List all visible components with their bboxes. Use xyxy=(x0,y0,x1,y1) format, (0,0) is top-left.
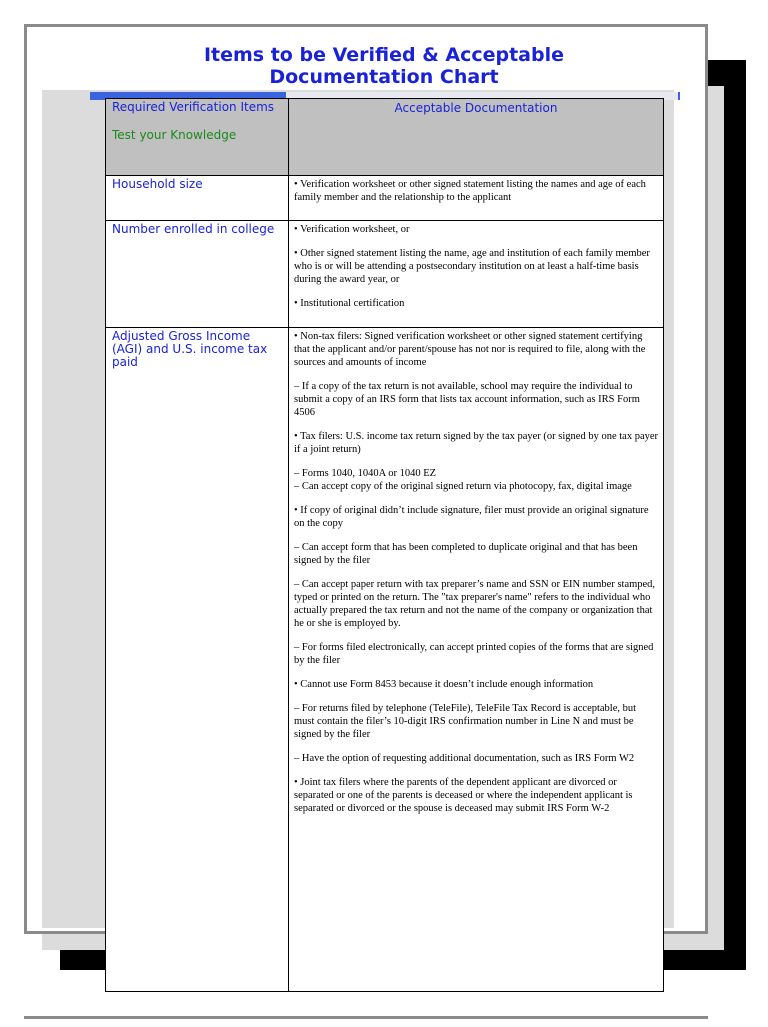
table-row xyxy=(106,221,664,328)
docs-household-size xyxy=(289,176,663,204)
doc-line: – If a copy of the tax return is not available, school may require the individual to submit a copy of an IRS form that lists tax account information, such as IRS Form 4506 xyxy=(294,381,640,418)
page-title-line-2: Documentation Chart xyxy=(269,66,499,88)
page-title xyxy=(0,44,768,88)
doc-line: • Verification worksheet, or xyxy=(294,224,410,235)
table-row xyxy=(106,176,664,221)
doc-line: – For forms filed electronically, can accept printed copies of the forms that are signed by the filer xyxy=(294,642,654,666)
docs-cell xyxy=(289,176,664,221)
item-cell xyxy=(106,221,289,328)
item-number-enrolled: Number enrolled in college xyxy=(112,222,275,236)
header-acceptable-docs: Acceptable Documentation xyxy=(394,101,558,115)
doc-line: • Institutional certification xyxy=(294,298,405,309)
header-cell-docs xyxy=(289,99,664,176)
doc-line: – Can accept copy of the original signed return via photocopy, fax, digital image xyxy=(294,481,632,492)
doc-line: • Non-tax filers: Signed verification worksheet or other signed statement certifying that the applicant and/or parent/spouse has not nor is required to file, along with the sources and amounts of income xyxy=(294,331,646,368)
item-cell xyxy=(106,328,289,992)
header-required-items: Required Verification Items xyxy=(112,100,275,114)
docs-cell xyxy=(289,221,664,328)
test-knowledge-link[interactable]: Test your Knowledge xyxy=(112,128,237,142)
item-household-size: Household size xyxy=(112,177,203,191)
doc-line: • Other signed statement listing the name, age and institution of each family member who is or will be attending a postsecondary institution on at least a half-time basis during the award year, or xyxy=(294,248,650,285)
doc-line: – Can accept form that has been completed to duplicate original and that has been signed by the filer xyxy=(294,542,638,566)
verification-table xyxy=(105,98,664,992)
table-header-row xyxy=(106,99,664,176)
docs-number-enrolled xyxy=(289,221,663,310)
doc-line: – Can accept paper return with tax preparer’s name and SSN or EIN number stamped, typed or printed on the return. The "tax preparer's name" refers to the individual who actually prepared the tax return and not the name of the company or organization that he or she is employed by. xyxy=(294,579,656,629)
item-agi-tax-paid: Adjusted Gross Income (AGI) and U.S. income tax paid xyxy=(112,329,268,369)
header-cell-items xyxy=(106,99,289,176)
table-row xyxy=(106,328,664,992)
doc-line: – For returns filed by telephone (TeleFile), TeleFile Tax Record is acceptable, but must contain the filer’s 10-digit IRS confirmation number in Line N and must be signed by the filer xyxy=(294,703,637,740)
page-title-line-1: Items to be Verified & Acceptable xyxy=(203,44,565,66)
doc-line: – Have the option of requesting additional documentation, such as IRS Form W2 xyxy=(294,753,635,764)
doc-line: • Joint tax filers where the parents of the dependent applicant are divorced or separated or one of the parents is deceased or where the independent applicant is separated or divorced or the spouse is deceased may submit IRS Form W-2 xyxy=(294,777,633,814)
doc-line: • If copy of original didn’t include signature, filer must provide an original signature on the copy xyxy=(294,505,649,529)
docs-agi-tax-paid xyxy=(289,328,663,815)
doc-line: • Cannot use Form 8453 because it doesn’t include enough information xyxy=(294,679,594,690)
doc-line: • Verification worksheet or other signed statement listing the names and age of each family member and the relationship to the applicant xyxy=(294,179,646,203)
next-slide-edge xyxy=(24,1016,708,1027)
item-cell xyxy=(106,176,289,221)
docs-cell xyxy=(289,328,664,992)
doc-line: – Forms 1040, 1040A or 1040 EZ xyxy=(294,468,437,479)
doc-line: • Tax filers: U.S. income tax return signed by the tax payer (or signed by one tax payer if a joint return) xyxy=(294,431,659,455)
